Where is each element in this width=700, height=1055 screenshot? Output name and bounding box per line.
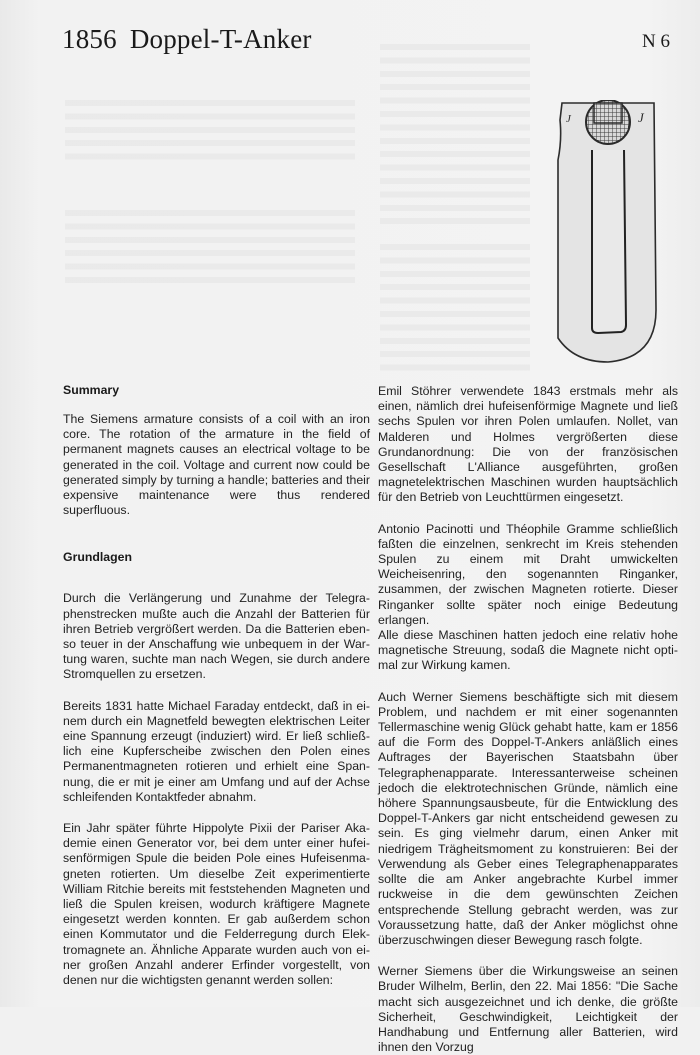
paragraph: Emil Stöhrer verwendete 1843 erstmals mehr als einen, nämlich drei hufeisenförmige Magnete und ließ sechs Spulen vor ihren Polen umlaufen. Nollet, van Malderen und Holmes vergrößerten diese Grundanordnung: Die von der französischen Gesellschaft L'Alliance ausgeführten, großen magnetelektrischen Maschinen wurden hauptsächlich für den Betrieb von Leuchttürmen eingesetzt. <box>378 384 678 505</box>
bleed-through-text <box>65 210 355 285</box>
bleed-through-text <box>380 244 530 374</box>
figure-label-right: J <box>638 110 644 125</box>
summary-text: The Siemens armature consists of a coil with an iron core. The rotation of the armature in the field of permanent magnets causes an electrical voltage to be generated in the coil. Voltage and current now could be generated simply by turning a handle; batteries and their expensive maintenance were thus rendered superfluous. <box>63 412 370 518</box>
bleed-through-text <box>380 44 530 229</box>
paragraph: Auch Werner Siemens beschäftigte sich mit diesem Problem, und nachdem er mit einer sogenannten Tellermaschine wenig Glück gehabt hatte, kam er 1856 auf die Form des Doppel-T-Ankers anläßlich eines Auftrages der Bayerischen Staatsbahn über Telegraphenapparate. Interessanterweise scheinen jedoch die elektrotechnischen Gründe, nämlich eine höhere Spannungsausbeute, für die Entwicklung des Doppel-T-Ankers gar nicht entscheidend gewesen zu sein. Es ging vielmehr darum, einen Anker mit niedrigem Trägheitsmoment zu konstruieren: Bei der Verwendung als Geber eines Telegraphenapparates sollte die am Anker angebrachte Kurbel immer ruckweise in die dem gewünschten Zeichen entsprechende Stellung gebracht werden, was zur Voraussetzung hatte, daß der Anker möglichst ohne überzuschwingen dieser Bewegung rasch folgte. <box>378 689 678 947</box>
paragraph: Antonio Pacinotti und Théophile Gramme schließlich faßten die einzelnen, senkrecht im Kreis stehenden Spulen zu einem mit Draht umwickelten Weicheisenring, den sogenannten Ringanker, zusammen, der zwischen Magneten rotierte. Dieser Ringanker sollte später noch einige Bedeutung erlangen. <box>378 521 678 627</box>
grundlagen-heading: Grundlagen <box>63 550 133 565</box>
right-column <box>378 384 678 1055</box>
page-code: N 6 <box>642 31 670 52</box>
paragraph: Ein Jahr später führte Hippolyte Pixii der Pariser Akademie einen Generator vor, bei dem unter einer hufeisenförmigen Spule die beiden Pole eines Hufeisenmagneten rotierten. Um dieselbe Zeit experimentierte William Ritchie bereits mit feststehenden Magneten und ließ die Spulen kreisen, wodurch kräftigere Magnete eingesetzt werden konnten. Er gab außerdem schon einen Kommutator und die Felderregung durch Elektromagnete an. Ähnliche Apparate wurden auch von einer großen Anzahl anderer Erfinder vorgestellt, von denen nur die wichtigsten genannt werden sollen: <box>63 821 370 988</box>
armature-sketch-figure <box>548 100 664 370</box>
title-year: 1856 <box>62 24 117 54</box>
paragraph: Durch die Verlängerung und Zunahme der Telegraphenstrecken mußte auch die Anzahl der Batterien für ihren Betrieb vergrößert werden. Da die Batterien ebenso teuer in der Anschaffung wie unbequem in der Wartung waren, suchte man nach Wegen, sie durch andere Stromquellen zu ersetzen. <box>63 591 370 682</box>
figure-label-left: J <box>566 113 571 125</box>
left-column <box>63 383 370 988</box>
paragraph: Alle diese Maschinen hatten jedoch eine relativ hohe magnetische Streuung, sodaß die Magnete nicht optimal zur Wirkung kamen. <box>378 628 678 673</box>
paragraph: Werner Siemens über die Wirkungsweise an seinen Bruder Wilhelm, Berlin, den 22. Mai 1856: "Die Sache macht sich ausgezeichnet und ich denke, die größte Sicherheit, Geschwindigkeit, Leichtigkeit der Handhabung und Entfernung aller Batterien, wird ihnen den Vorzug <box>378 964 678 1055</box>
paragraph: Bereits 1831 hatte Michael Faraday entdeckt, daß in einem durch ein Magnetfeld bewegten elektrischen Leiter eine Spannung erzeugt (induziert) wird. Er ließ schließlich eine Kupferscheibe zwischen den Polen eines Permanentmagneten rotieren und erhielt eine Spannung, die er mit je einer am Umfang und auf der Achse schleifenden Kontaktfeder abnahm. <box>63 698 370 804</box>
title-text: Doppel-T-Anker <box>129 24 312 54</box>
page-title <box>62 24 312 55</box>
bleed-through-text <box>65 100 355 160</box>
summary-heading: Summary <box>63 383 120 397</box>
